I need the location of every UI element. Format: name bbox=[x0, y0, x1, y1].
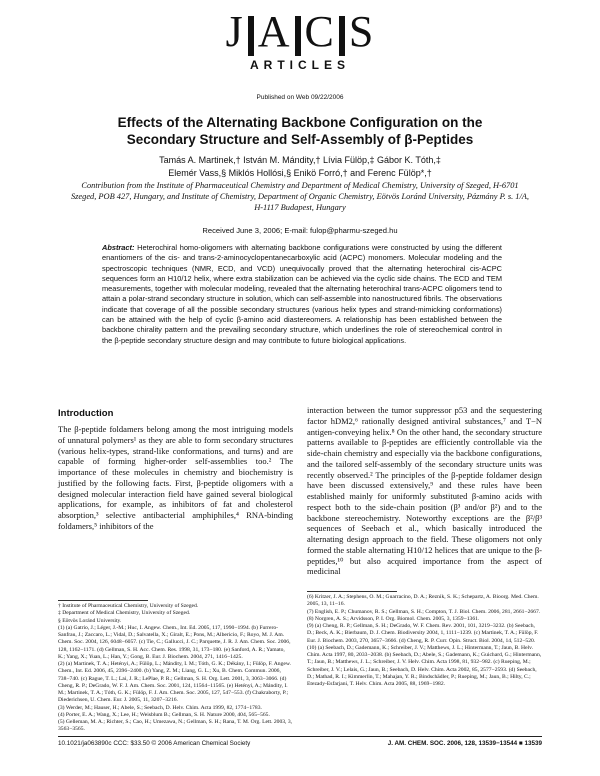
footnote: (10) (a) Seebach, D.; Gademann, K.; Schreiber, J. V.; Matthews, J. L.; Hintermann, T.; Jaun, B. Helv. Chim. Acta 1997, 80, 2033−2038. (b) Seebach, D.; Abele, S.; Gademann, K.; Guichard, G.; Hintermann, T.; Jaun, B.; Matthews, J. L.; Schreiber, J. V. Helv. Chim. Acta 1998, 81, 932−982. (c) Rueping, M.; Schreiber, J. V.; Lelais, G.; Jaun, B.; Seebach, D. Helv. Chim. Acta 2002, 85, 2577−2593. (d) Seebach, D.; Mathad, R. I.; Kimmerlin, T.; Mahajan, Y. R.; Bindschädler, P.; Rueping, M.; Jaun, B.; Hilty, C.; Etezady-Esfarjani, T. Helv. Chim. Acta 2005, 88, 1969−1982. bbox=[307, 644, 542, 687]
article-title bbox=[60, 114, 540, 148]
body-text-right-column: interaction between the tumor suppressor p53 and the sequestering factor hDM2,⁶ rationally designed antiviral substances,⁷ and T−N antigen-conveying helix.⁸ On the other hand, the secondary structure patterns available to β-peptides are efficiently controllable via the side-chain chemistry and especially via the backbone configurations, and the tailored self-assembly of the secondary structure units was recently observed.² The principles of the β-peptide foldamer design have been discussed extensively,⁹ and these rules have been established mainly for uniformly substituted β-amino acids with respect both to the side-chain position (β³ and/or β²) and to the backbone stereochemistry. Noteworthy exceptions are the β²/β³ sequences of Seebach et al., which basically introduced the alternating design approach to the field. These oligomers not only formed the stable alternating H10/12 helices that are unique to the β-peptides,¹⁰ but also acquired importance from the aspect of medicinal bbox=[307, 405, 542, 577]
footnote: (6) Kritzer, J. A.; Stephens, O. M.; Guarracino, D. A.; Reznik, S. K.; Schepartz, A. Bioorg. Med. Chem. 2005, 13, 11−16. bbox=[307, 594, 539, 608]
affiliation: Contribution from the Institute of Pharmaceutical Chemistry and Department of Medical Chemistry, University of Szeged, H-6701 Szeged, POB 427, Hungary, and Institute of Chemistry, Department of Organic Chemistry, Eötvös Loránd University, Pázmány P. s. 1/A, H-1117 Budapest, Hungary bbox=[70, 181, 530, 212]
footnote: † Institute of Pharmaceutical Chemistry, University of Szeged. bbox=[58, 603, 199, 609]
footnote: (1) (a) Gatrio, J.; Léger, J.-M.; Huc, I. Angew. Chem., Int. Ed. 2005, 117, 1990−1994. (b) Furrero-Sanfrau, J.; Zaccaro, L.; Vidal, D.; Salvatella, X.; Giralt, E.; Pons, M.; Albericio, F.; Royo, M. J. Am. Chem. Soc. 2004, 126, 6048−6057. (c) Tie, C.; Gallucci, J. C.; Parquette, J. R. J. Am. Chem. Soc. 2006, 128, 1162−1171. (d) Gellman, S. H. Acc. Chem. Res. 1998, 31, 173−180. (e) Sanford, A. R.; Yamato, K.; Yang, X.; Yuan, L.; Han, Y.; Gong, B. Eur. J. Biochem. 2004, 271, 1416−1425. bbox=[58, 624, 291, 660]
logo-separator bbox=[295, 16, 301, 56]
journal-logo bbox=[0, 6, 600, 58]
logo-separator bbox=[339, 16, 345, 56]
section-heading: Introduction bbox=[58, 408, 114, 419]
logo-letter: S bbox=[348, 7, 375, 56]
footnote: (9) (a) Cheng, R. P.; Gellman, S. H.; DeGrado, W. F. Chem. Rev. 2001, 101, 3219−3232. (b) Seebach, D.; Beck, A. K.; Bierbaum, D. J. Chem. Biodiversity 2004, 1, 1111−1239. (c) Martinek, T. A.; Fülöp, F. Eur. J. Biochem. 2003, 270, 3657−3666. (d) Cheng, R. P. Curr. Opin. Struct. Biol. 2004, 14, 512−520. bbox=[307, 623, 539, 644]
authors-line: Elemér Vass,§ Miklós Hollósi,§ Enikö Forró,† and Ferenc Fülöp*,† bbox=[168, 167, 432, 178]
footnote: (5) Gelleman, M. A.; Richter, S.; Cao, H.; Umezawa, N.; Gellman, S. H.; Rana, T. M. Org. Lett. 2003, 3, 3563−3565. bbox=[58, 719, 293, 733]
doi-copyright: 10.1021/ja063890c CCC: $33.50 © 2006 American Chemical Society bbox=[58, 740, 251, 747]
received-email-line: Received June 3, 2006; E-mail: fulop@pharmu-szeged.hu bbox=[202, 226, 398, 235]
footnote: § Eötvös Loránd University. bbox=[58, 617, 122, 624]
publication-date: Published on Web 09/22/2006 bbox=[256, 94, 344, 101]
footnote: (2) (a) Martinek, T. A.; Hetényi, A.; Fülöp, L.; Mándity, I. M.; Tóth, G. K.; Dékány, I.; Fülöp, F. Angew. Chem., Int. Ed. 2006, 45, 2396−2400. (b) Yang, Z. M.; Liang, G. L.; Xu, B. Chem. Commun. 2006, 738−740. (c) Rague, T. L.; Lai, J. R.; LePlae, P. R.; Gellman, S. H. Org. Lett. 2001, 3, 3063−3066. (d) Cheng, R. P.; DeGrado, W. F. J. Am. Chem. Soc. 2001, 124, 11564−11565. (e) Hetényi, A.; Mándity, I. M.; Martinek, T. A.; Tóth, G. K.; Fülöp, F. J. Am. Chem. Soc. 2005, 127, 547−553. (f) Chakraborty, P.; Diederichsen, U. Chem. Eur. J. 2005, 11, 3207−3216. bbox=[58, 661, 291, 704]
authors-line: Tamás A. Martinek,† István M. Mándity,† Lívia Fülöp,‡ Gábor K. Tóth,‡ bbox=[159, 155, 441, 165]
footnote: ‡ Department of Medical Chemistry, University of Szeged. bbox=[58, 610, 191, 617]
footnote: (4) Porter, E. A.; Wang, X.; Lee, H.; Weisblum B.; Gellman, S. H. Nature 2000, 404, 565−565. bbox=[58, 711, 270, 718]
footnote: (3) Werder, M.; Hauser, H.; Abele, S.; Seebach, D. Helv. Chim. Acta 1999, 82, 1774−1783. bbox=[58, 704, 262, 711]
author-list bbox=[60, 154, 540, 179]
body-text-left-column: The β-peptide foldamers belong among the most intriguing models of unnatural polymers¹ as they are able to form secondary structures (various helix-types, strand-like conformations, and turns) and are capable of forming higher-order self-assemblies too.² The importance of these molecules in chemistry and biochemistry is justified by the following facts. First, β-peptide oligomers with a designed molecular interaction field have gained several biological applications, for example, as inhibitors of fat and cholesterol absorption,³ selective antibacterial amphiphiles,⁴ RNA-binding foldamers,⁵ inhibitors of the bbox=[58, 424, 293, 531]
footnote-divider bbox=[307, 591, 397, 592]
logo-separator bbox=[248, 16, 254, 56]
footnote-divider bbox=[58, 600, 148, 601]
footnote: (7) English, E. P.; Chumanov, R. S.; Gellman, S. H.; Compton, T. J. Biol. Chem. 2006, 281, 2661−2667. bbox=[307, 608, 541, 615]
title-line: Secondary Structure and Self-Assembly of β-Peptides bbox=[126, 132, 474, 147]
abstract bbox=[102, 243, 502, 346]
section-label: ARTICLES bbox=[250, 58, 350, 72]
logo-letter: C bbox=[304, 7, 335, 56]
footnotes-left bbox=[58, 603, 293, 734]
footer-divider bbox=[58, 736, 542, 737]
logo-letter: A bbox=[257, 7, 291, 56]
abstract-text: Heterochiral homo-oligomers with alternating backbone configurations were constructed by using the different enantiomers of the cis- and trans-2-aminocyclopentanecarboxylic acid (ACPC) monomers. Molecular modeling and the spectroscopic techniques (NMR, ECD, and VCD) unequivocally proved that the alternating heterochiral cis-ACPC sequences form an H10/12 helix, where extra stabilization can be achieved via the cyclic side chains. The ECD and TEM measurements, together with molecular modeling, revealed that the alternating heterochiral trans-ACPC oligomers tend to attain a polar-strand secondary structure in solution, which can self-assemble into nanostructured fibrils. The observations indicate that coverage of all the possible secondary structures (various helix types and strand-mimicking conformations) can be attained with the help of cyclic β-amino acid diastereomers. A relationship has been established between the backbone chirality pattern and the prevailing secondary structure, which underlines the role of stereochemical control in the β-peptide secondary structure design and may contribute to future biological applications. bbox=[102, 243, 502, 345]
footnote: (8) Norgren, A. S.; Arvidsson, P. I. Org. Biomol. Chem. 2005, 3, 1359−1361. bbox=[307, 615, 480, 622]
abstract-label: Abstract: bbox=[102, 243, 135, 252]
footnotes-right bbox=[307, 594, 542, 688]
title-line: Effects of the Alternating Backbone Configuration on the bbox=[117, 115, 483, 130]
journal-citation: J. AM. CHEM. SOC. 2006, 128, 13539−13544 ■ 13539 bbox=[387, 740, 542, 747]
logo-letter: J bbox=[225, 7, 244, 56]
